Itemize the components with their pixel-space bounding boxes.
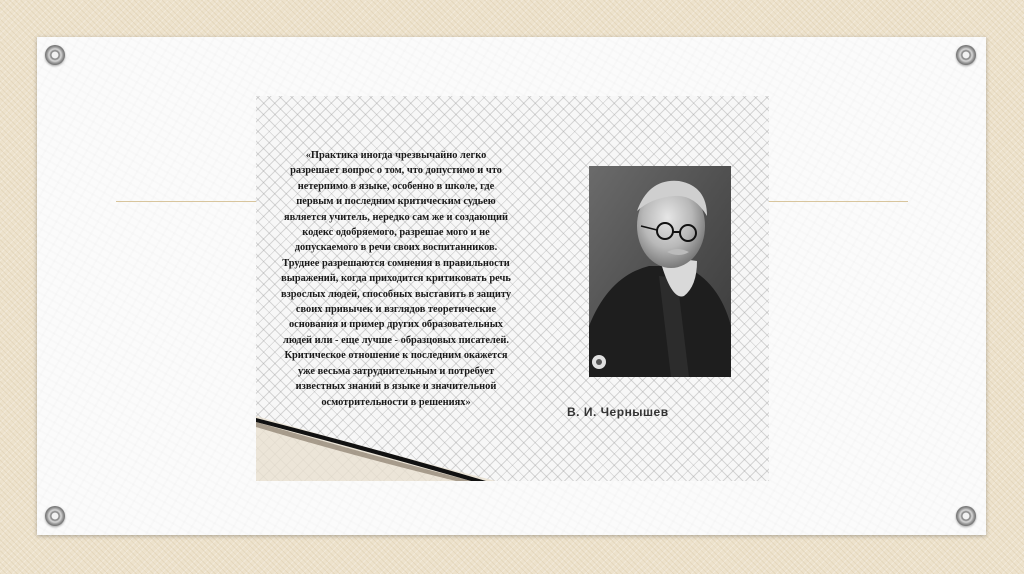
quote-text: «Практика иногда чрезвычайно легко разрешает вопрос о том, что допустимо и что нетерпимо в языке, особенно в школе, где первым и последним критическим судьею является учитель, нередко сам же и создающий кодекс одобряемого, разрешае мого и не допускаемого в речи своих воспитанников. Труднее разрешаются сомнения в правильности выражений, когда приходится критиковать речь взрослых людей, способных выставить в защиту своих привычек и взглядов теоретические основания и пример других образовательных людей или - еще лучше - образцовых писателей. Критическое отношение к последним окажется уже весьма затруднительным и потребует известных знаний в языке и значительной осмотрительности в решениях»	[280, 150, 512, 408]
rivet-icon	[45, 45, 65, 65]
portrait-caption: В. И. Чернышев	[567, 405, 669, 419]
portrait-figure	[589, 166, 731, 377]
rivet-icon	[45, 506, 65, 526]
rivet-icon	[956, 506, 976, 526]
rivet-icon	[956, 45, 976, 65]
left-rule-line	[116, 201, 256, 202]
slide-image	[256, 96, 769, 481]
right-rule-line	[769, 201, 908, 202]
decorative-swoosh	[256, 396, 556, 481]
portrait-photo	[589, 166, 731, 377]
